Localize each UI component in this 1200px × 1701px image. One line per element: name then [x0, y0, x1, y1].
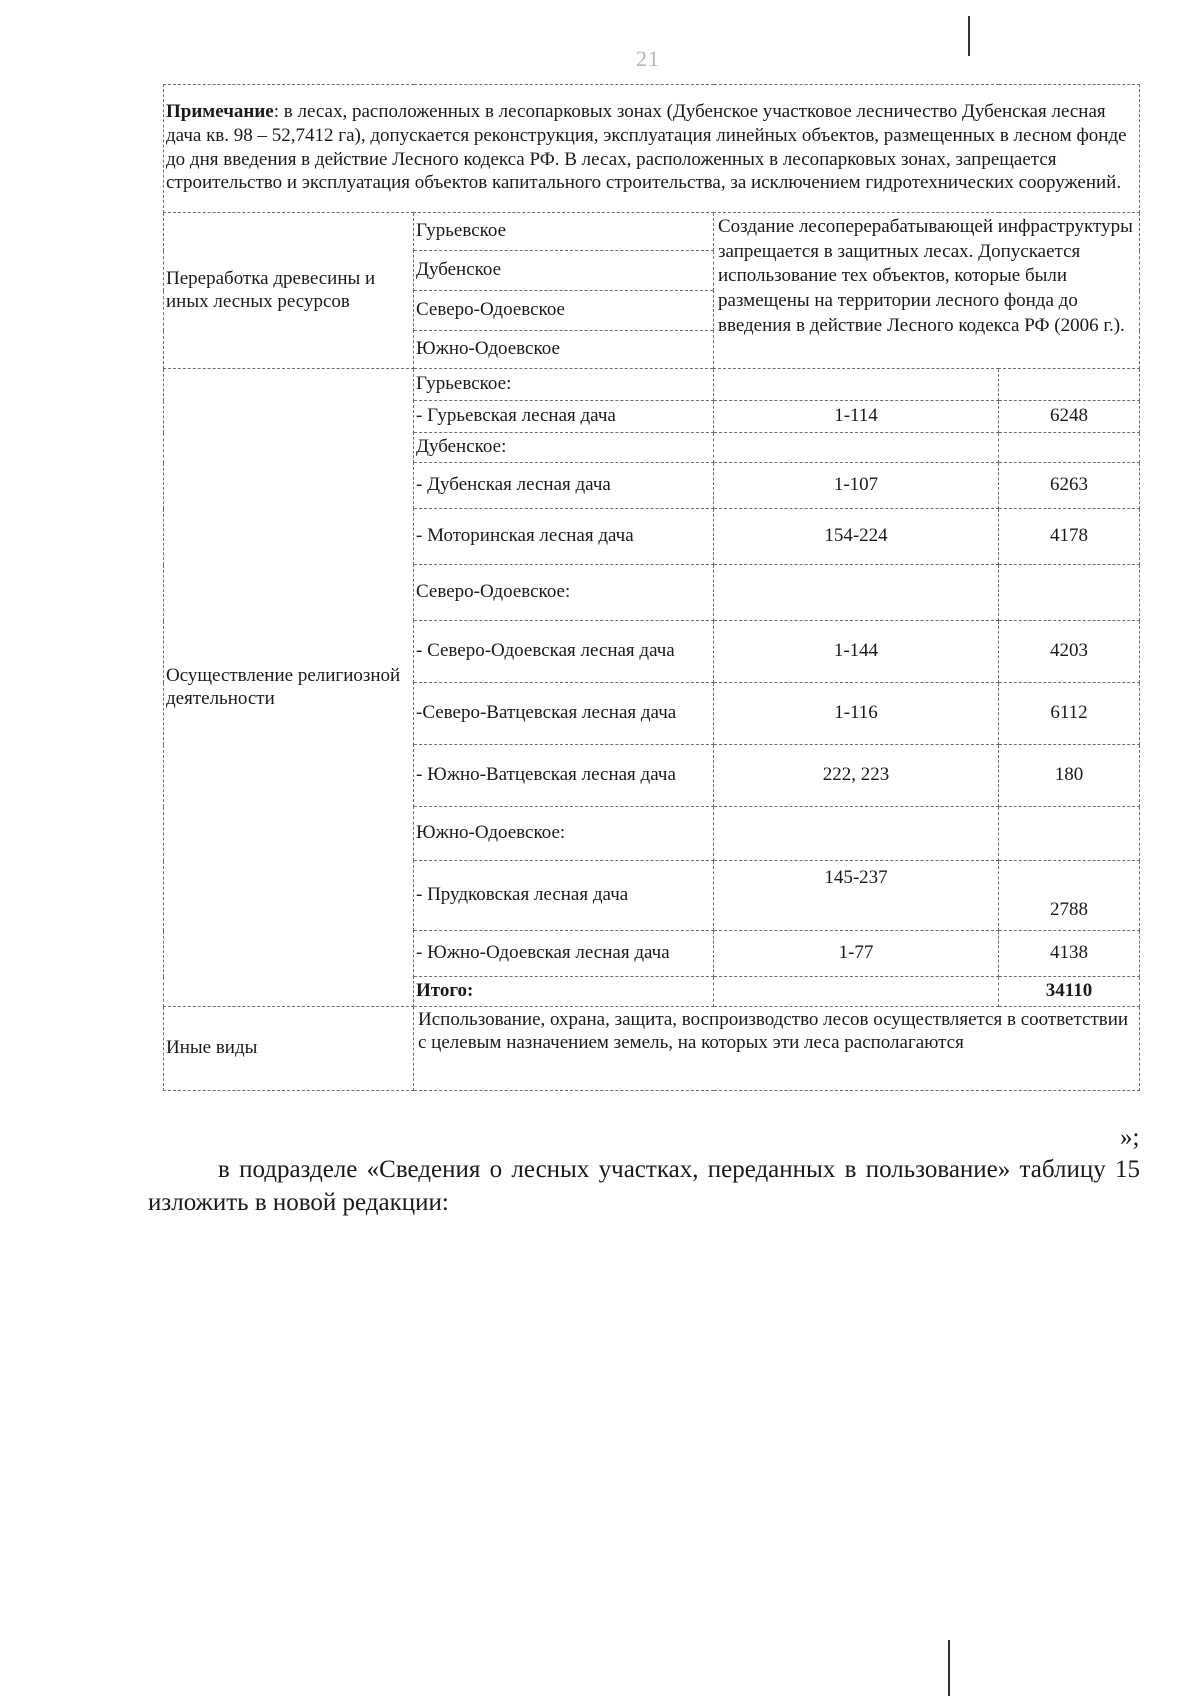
quarters-cell [714, 807, 999, 861]
forest-use-table [163, 84, 1140, 1091]
forestry-name: Северо-Одоевское: [414, 565, 714, 621]
closing-quote: »; [1120, 1124, 1140, 1151]
area-cell: 6263 [999, 463, 1140, 509]
area-cell: 6248 [999, 401, 1140, 433]
forestry-name: Южно-Одоевское: [414, 807, 714, 861]
note-cell [164, 85, 1140, 213]
area-cell: 4203 [999, 621, 1140, 683]
quarters-cell [714, 433, 999, 463]
forest-dacha-name: - Моторинская лесная дача [414, 509, 714, 565]
quarters-cell [714, 369, 999, 401]
forestry-name: Гурьевское [414, 213, 714, 251]
quarters-cell: 154-224 [714, 509, 999, 565]
forest-dacha-name: - Прудковская лесная дача [414, 861, 714, 931]
area-cell: 6112 [999, 683, 1140, 745]
forest-dacha-name: - Гурьевская лесная дача [414, 401, 714, 433]
area-cell [999, 433, 1140, 463]
forestry-name: Дубенское: [414, 433, 714, 463]
page-number: 21 [636, 46, 660, 71]
quarters-cell: 1-116 [714, 683, 999, 745]
forest-dacha-name: - Южно-Ватцевская лесная дача [414, 745, 714, 807]
area-cell: 4138 [999, 931, 1140, 977]
body-paragraph [148, 1154, 1140, 1219]
note-row [164, 85, 1140, 213]
other-uses-text: Использование, охрана, защита, воспроизводство лесов осуществляется в соответствии с целевым назначением земель, на которых эти леса располагаются [414, 1007, 1140, 1091]
scan-artifact-line [948, 1640, 950, 1696]
total-value: 34110 [999, 977, 1140, 1007]
quarters-cell: 222, 223 [714, 745, 999, 807]
area-cell [999, 565, 1140, 621]
area-cell: 180 [999, 745, 1140, 807]
forest-dacha-name: - Дубенская лесная дача [414, 463, 714, 509]
area-cell: 2788 [999, 861, 1140, 931]
quarters-cell: 145-237 [714, 861, 999, 931]
total-quarters-cell [714, 977, 999, 1007]
scan-artifact-line [968, 16, 970, 56]
use-type-other: Иные виды [164, 1007, 414, 1091]
use-type-religious: Осуществление религиозной деятельности [164, 369, 414, 1007]
quarters-cell: 1-77 [714, 931, 999, 977]
forest-dacha-name: -Северо-Ватцевская лесная дача [414, 683, 714, 745]
area-cell: 4178 [999, 509, 1140, 565]
forestry-name: Северо-Одоевское [414, 291, 714, 331]
quarters-cell: 1-114 [714, 401, 999, 433]
quarters-cell: 1-144 [714, 621, 999, 683]
total-label: Итого: [414, 977, 714, 1007]
forest-dacha-name: - Южно-Одоевская лесная дача [414, 931, 714, 977]
wood-processing-policy: Создание лесоперерабатывающей инфраструктуры запрещается в защитных лесах. Допускается использование тех объектов, которые были размещены на территории лесного фонда до введения в действие Лесного кодекса РФ (2006 г.). [714, 213, 1140, 369]
area-cell [999, 807, 1140, 861]
area-cell [999, 369, 1140, 401]
note-label: Примечание [166, 100, 274, 122]
table-row [164, 369, 1140, 401]
use-type-wood-processing: Переработка древесины и иных лесных ресурсов [164, 213, 414, 369]
forestry-name: Гурьевское: [414, 369, 714, 401]
forestry-name: Южно-Одоевское [414, 331, 714, 369]
quarters-cell: 1-107 [714, 463, 999, 509]
table-row [164, 213, 1140, 251]
note-text: : в лесах, расположенных в лесопарковых зонах (Дубенское участковое лесничество Дубенская лесная дача кв. 98 – 52,7412 га), допускается реконструкция, эксплуатация линейных объектов, размещенных в лесном фонде до дня введения в действие Лесного кодекса РФ. В лесах, расположенных в лесопарковых зонах, запрещается строительство и эксплуатация объектов капитального строительства, за исключением гидротехнических сооружений. [166, 100, 1127, 194]
table-row [164, 1007, 1140, 1091]
paragraph-text: в подразделе «Сведения о лесных участках, переданных в пользование» таблицу 15 изложить в новой редакции: [148, 1156, 1140, 1216]
quarters-cell [714, 565, 999, 621]
forest-dacha-name: - Северо-Одоевская лесная дача [414, 621, 714, 683]
forestry-name: Дубенское [414, 251, 714, 291]
